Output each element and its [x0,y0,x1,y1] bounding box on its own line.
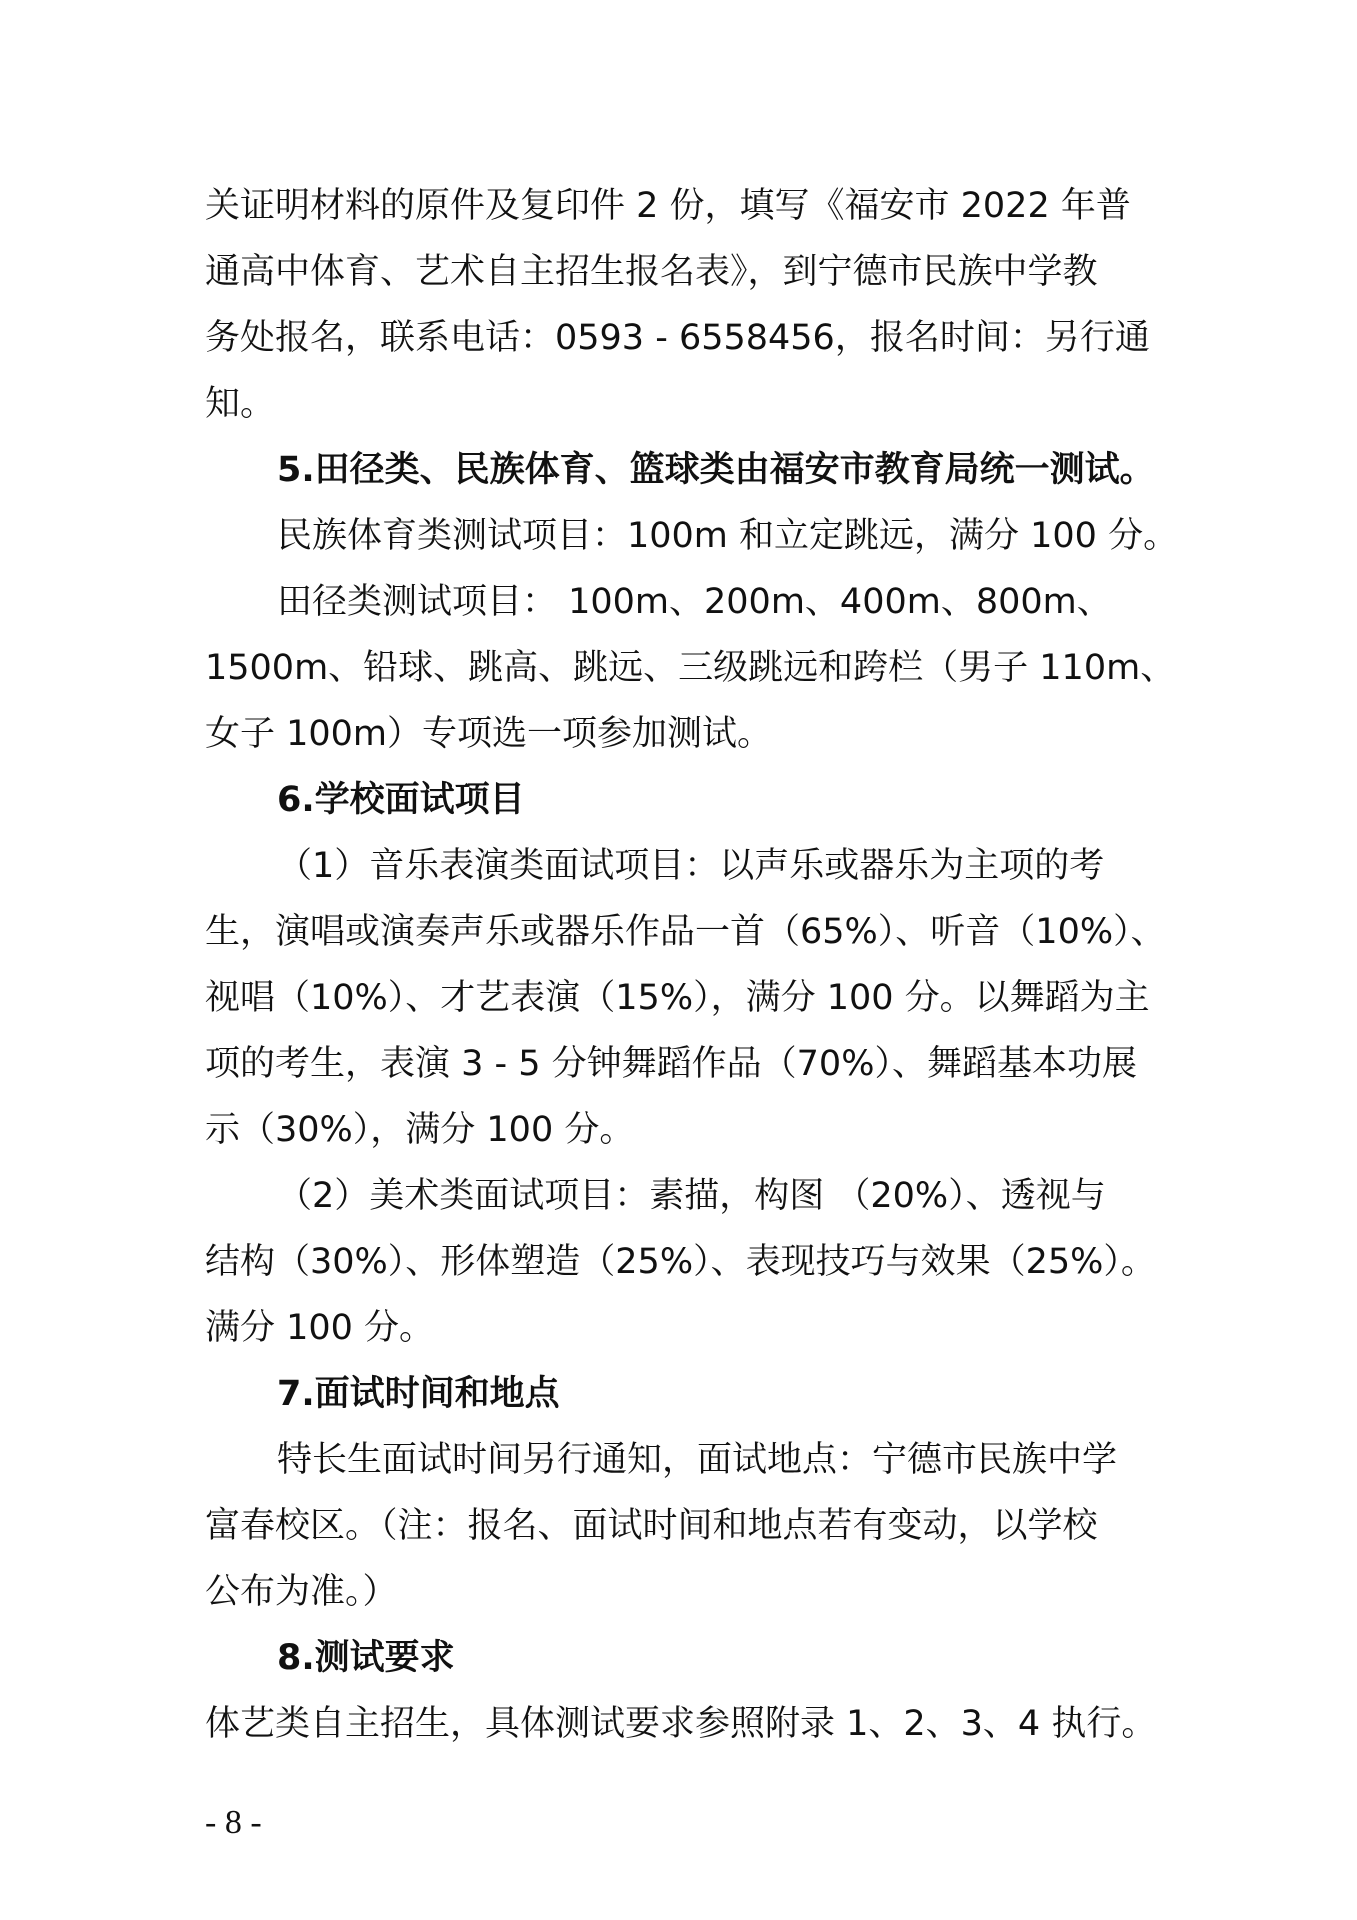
section-heading-6: 6.学校面试项目 [277,780,525,820]
body-text-line: 生，演唱或演奏声乐或器乐作品一首（65%）、听音（10%）、 [205,912,1166,952]
body-text-line: 知。 [205,384,276,424]
page-number: - 8 - [205,1804,262,1841]
body-text-line: 田径类测试项目： 100m、200m、400m、800m、 [277,582,1112,622]
body-text-line: 项的考生，表演 3 - 5 分钟舞蹈作品（70%）、舞蹈基本功展 [205,1044,1137,1084]
section-heading-8: 8.测试要求 [277,1638,455,1678]
body-text-line: 富春校区。（注：报名、面试时间和地点若有变动，以学校 [205,1506,1098,1546]
body-text-line: 视唱（10%）、才艺表演（15%），满分 100 分。以舞蹈为主 [205,978,1150,1018]
body-text-line: 1500m、铅球、跳高、跳远、三级跳远和跨栏（男子 110m、 [205,648,1176,688]
body-text-line: 结构（30%）、形体塑造（25%）、表现技巧与效果（25%）。 [205,1242,1156,1282]
body-text-line: 公布为准。） [205,1572,398,1612]
body-text-line: 女子 100m）专项选一项参加测试。 [205,714,773,754]
section-heading-5: 5.田径类、民族体育、篮球类由福安市教育局统一测试。 [277,450,1155,490]
body-text-line: 通高中体育、艺术自主招生报名表》，到宁德市民族中学教 [205,252,1098,292]
body-text-line: （2）美术类面试项目：素描，构图 （20%）、透视与 [277,1176,1106,1216]
body-text-line: 满分 100 分。 [205,1308,435,1348]
section-heading-7: 7.面试时间和地点 [277,1374,560,1414]
body-text-line: 特长生面试时间另行通知，面试地点：宁德市民族中学 [277,1440,1118,1480]
body-text-line: 体艺类自主招生，具体测试要求参照附录 1、2、3、4 执行。 [205,1704,1157,1744]
body-text-line: 民族体育类测试项目：100m 和立定跳远，满分 100 分。 [277,516,1179,556]
body-text-line: 关证明材料的原件及复印件 2 份，填写《福安市 2022 年普 [205,186,1131,226]
body-text-line: 务处报名，联系电话：0593 - 6558456，报名时间：另行通 [205,318,1150,358]
body-text-line: （1）音乐表演类面试项目：以声乐或器乐为主项的考 [277,846,1105,886]
body-text-line: 示（30%），满分 100 分。 [205,1110,635,1150]
